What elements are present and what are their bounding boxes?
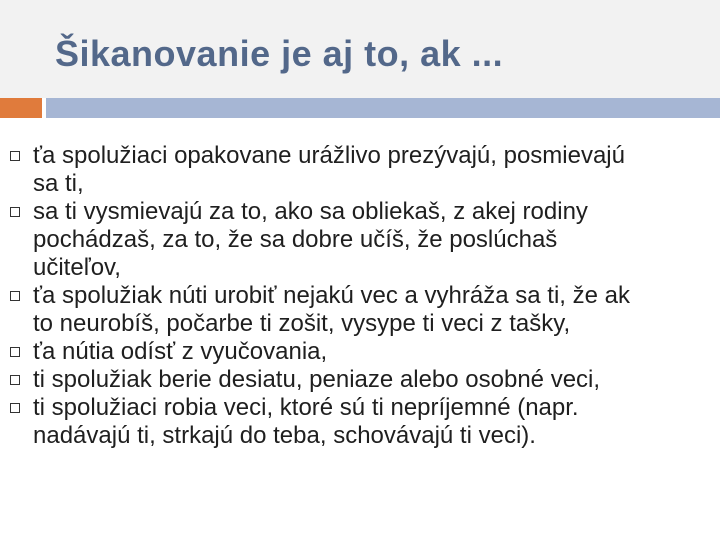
title-area [0, 0, 720, 98]
bullet-line: ťa nútia odísť z vyučovania, [33, 338, 328, 365]
bullet-line: učiteľov, [33, 254, 121, 281]
list-item [10, 282, 720, 338]
bullet-line: ti spolužiaci robia veci, ktoré sú ti nepríjemné (napr. [33, 394, 579, 421]
slide-content [10, 142, 720, 540]
bullet-line: ťa spolužiak núti urobiť nejakú vec a vyhráža sa ti, že ak [33, 282, 630, 309]
slide-title: Šikanovanie je aj to, ak ... [55, 33, 504, 74]
bullet-line: sa ti vysmievajú za to, ako sa obliekaš, z akej rodiny [33, 198, 588, 225]
hollow-square-icon [10, 151, 20, 161]
list-item [10, 394, 720, 450]
accent-bar-orange [0, 98, 42, 118]
list-item [10, 366, 720, 394]
hollow-square-icon [10, 291, 20, 301]
hollow-square-icon [10, 347, 20, 357]
list-item [10, 198, 720, 282]
bullet-line: to neurobíš, počarbe ti zošit, vysype ti veci z tašky, [33, 310, 571, 337]
hollow-square-icon [10, 207, 20, 217]
bullet-line: pochádzaš, za to, že sa dobre učíš, že poslúchaš [33, 226, 558, 253]
list-item [10, 142, 720, 198]
bullet-line: nadávajú ti, strkajú do teba, schovávajú ti veci). [33, 422, 536, 449]
accent-bar-blue [46, 98, 720, 118]
list-item [10, 338, 720, 366]
bullet-list [10, 142, 720, 450]
hollow-square-icon [10, 375, 20, 385]
bullet-line: ti spolužiak berie desiatu, peniaze alebo osobné veci, [33, 366, 601, 393]
bullet-line: ťa spolužiaci opakovane urážlivo prezývajú, posmievajú [33, 142, 625, 169]
bullet-line: sa ti, [33, 170, 84, 197]
hollow-square-icon [10, 403, 20, 413]
